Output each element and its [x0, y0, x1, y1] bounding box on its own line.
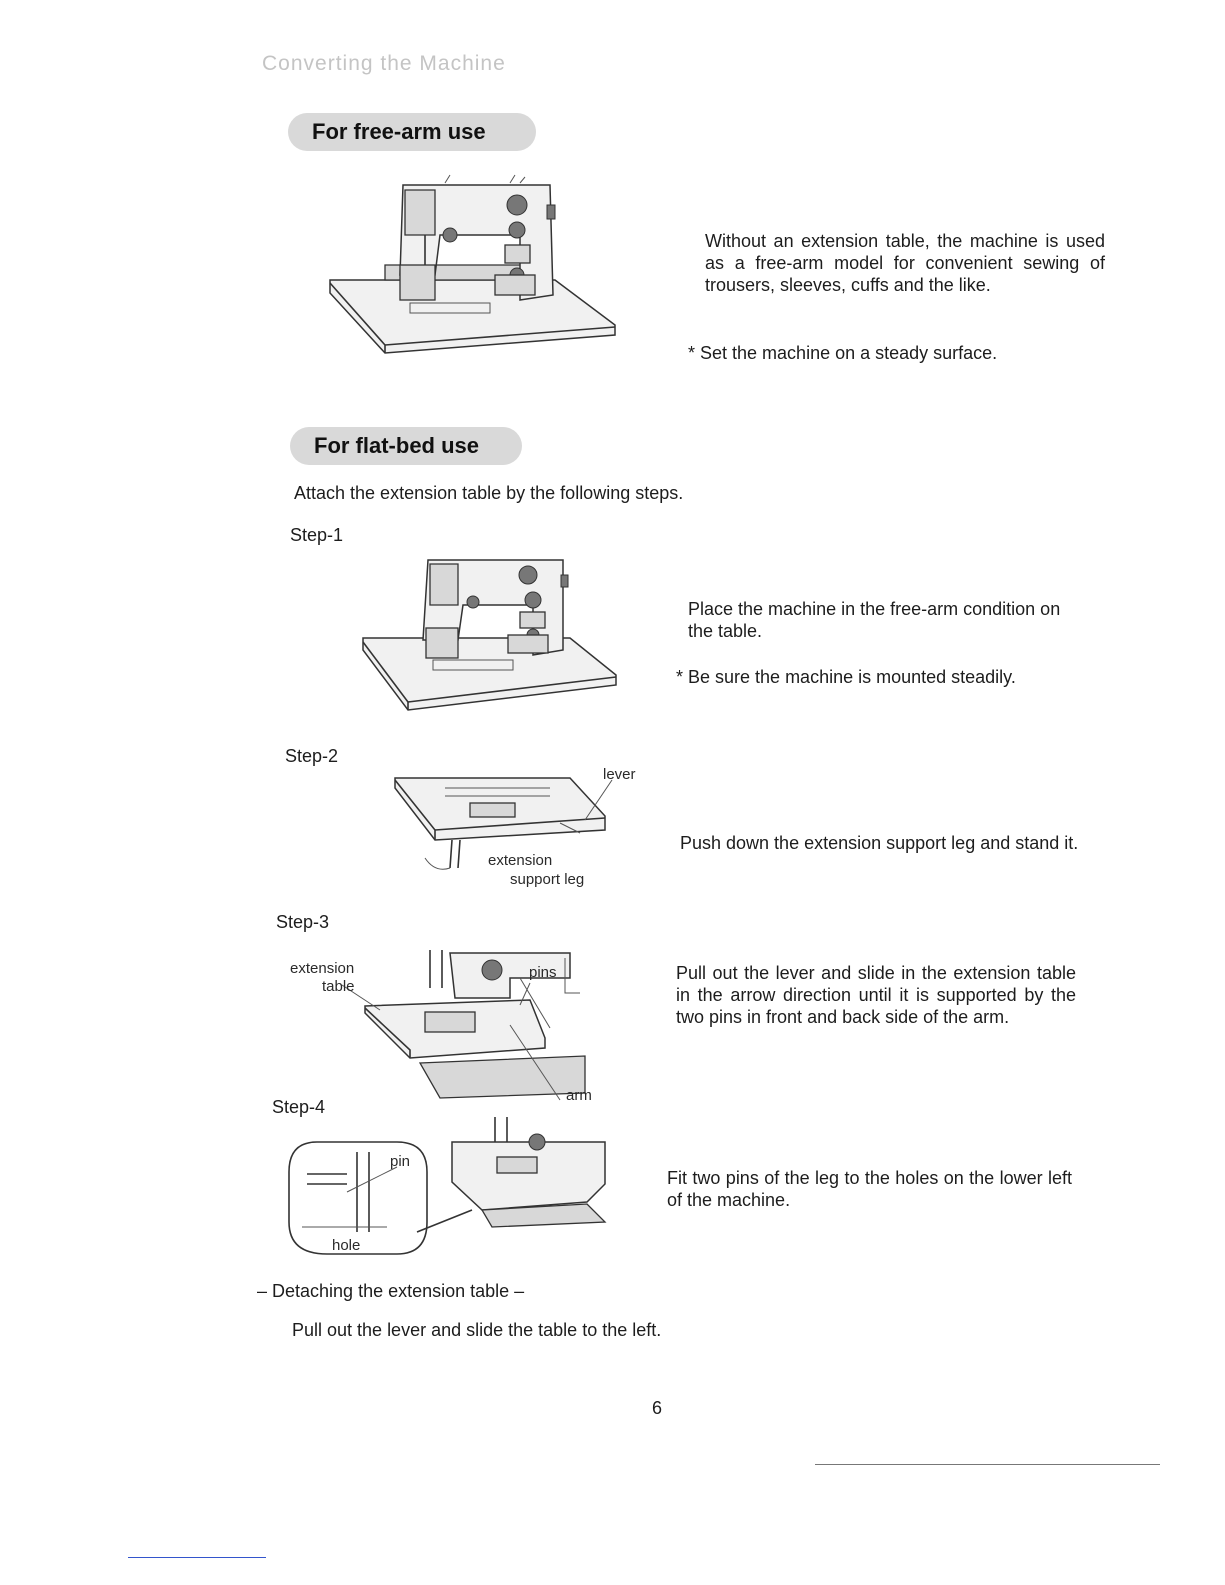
free-arm-heading: For free-arm use: [288, 113, 536, 151]
detaching-heading: – Detaching the extension table –: [257, 1281, 525, 1301]
pins-callout: pins: [529, 964, 557, 981]
page-header: Converting the Machine: [262, 52, 506, 75]
step-4-label: Step-4: [272, 1097, 326, 1117]
footer-rule: [128, 1557, 266, 1558]
step-1-label: Step-1: [290, 525, 344, 545]
pin-callout: pin: [390, 1153, 411, 1170]
step-3-text: Pull out the lever and slide in the extension table in the arrow direction until it is supported by the two pins in front and back side of the arm.: [676, 963, 1076, 1027]
step-1-machine-illustration: [358, 550, 620, 720]
free-arm-machine-illustration: [325, 175, 620, 360]
support-leg-callout-1: extension: [488, 852, 553, 869]
lever-callout: lever: [603, 766, 636, 783]
step-4-text: Fit two pins of the leg to the holes on the lower left of the machine.: [667, 1168, 1072, 1210]
free-arm-note: * Set the machine on a steady surface.: [688, 343, 998, 363]
lever-callout-line: [580, 778, 620, 823]
detaching-text: Pull out the lever and slide the table to the left.: [292, 1320, 662, 1340]
bottom-rule: [815, 1464, 1160, 1465]
arm-callout: arm: [566, 1087, 592, 1104]
page-number: 6: [652, 1398, 663, 1418]
free-arm-description: Without an extension table, the machine is used as a free-arm model for convenient sewing of trousers, sleeves, cuffs and the like.: [705, 231, 1105, 295]
step-1-text: Place the machine in the free-arm condition on the table.: [688, 599, 1061, 641]
step-3-callout-lines: [340, 975, 600, 1105]
step-2-text: Push down the extension support leg and stand it.: [680, 833, 1079, 853]
flat-bed-intro: Attach the extension table by the following steps.: [294, 483, 684, 503]
support-leg-callout-2: support leg: [510, 871, 585, 888]
step-1-note: * Be sure the machine is mounted steadily.: [676, 667, 1016, 687]
hole-callout: hole: [332, 1237, 361, 1254]
flat-bed-heading: For flat-bed use: [290, 427, 522, 465]
table-callout-1: extension: [290, 960, 355, 977]
table-callout-2: table: [322, 978, 355, 995]
step-3-label: Step-3: [276, 912, 330, 932]
step-2-label: Step-2: [285, 746, 339, 766]
